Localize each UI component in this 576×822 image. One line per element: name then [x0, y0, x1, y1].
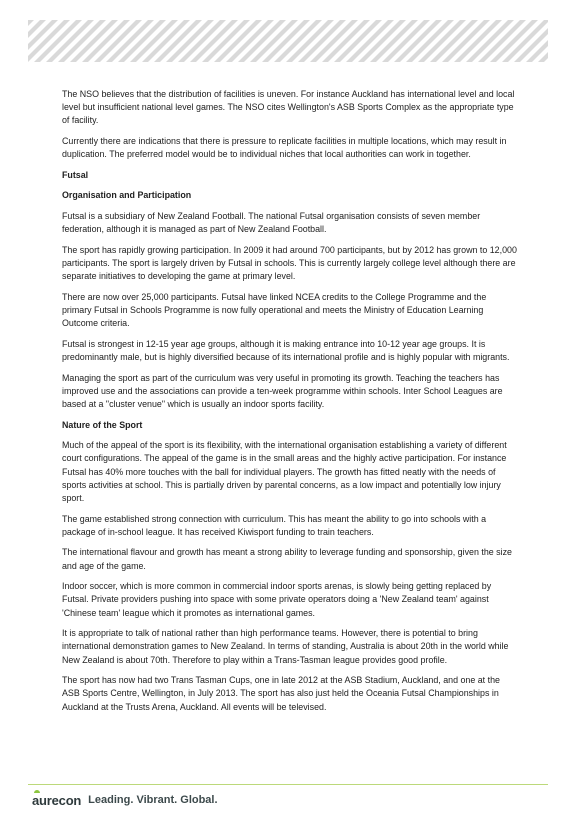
logo-accent-mark — [34, 790, 40, 793]
paragraph: There are now over 25,000 participants. Futsal have linked NCEA credits to the College Programme and the primary Futsal in Schools Programme is now fully operational and meets the Ministry of Education Learning Outcome criteria. — [62, 291, 487, 329]
footer-divider — [28, 784, 548, 785]
subheading-nature-of-sport: Nature of the Sport — [62, 419, 143, 430]
document-body — [62, 88, 517, 721]
paragraph: Currently there are indications that there is pressure to replicate facilities in multiple locations, which may result in duplication. The preferred model would be to individual niches that local authorities can work in together. — [62, 136, 507, 160]
paragraph: The NSO believes that the distribution of facilities is uneven. For instance Auckland has international level and local level but insufficient national level games. The NSO cites Wellington's ASB Sports Complex as the appropriate type of facility. — [62, 89, 515, 126]
paragraph: Indoor soccer, which is more common in commercial indoor sports arenas, is slowly being getting replaced by Futsal. Private providers pushing into space with some private operators doing a 'New Zealand team' against 'Chinese team' league which it promotes as international games. — [62, 581, 492, 618]
header-stripe-band — [28, 20, 548, 62]
paragraph: The sport has now had two Trans Tasman Cups, one in late 2012 at the ASB Stadium, Auckland, and one at the ASB Sports Centre, Wellington, in July 2013. The sport has also just held the Oceania Futsal Championships in Auckland at the Trusts Arena, Auckland. All events will be televised. — [62, 675, 500, 712]
logo-text: aurecon — [32, 792, 82, 808]
paragraph: The game established strong connection with curriculum. This has meant the ability to go into schools with a package of in-school league. It has received Kiwisport funding to train teachers. — [62, 513, 487, 537]
paragraph: Much of the appeal of the sport is its flexibility, with the international organisation establishing a variety of different court configurations. The appeal of the game is in the small areas and the highly active participation. For instance Futsal has 40% more touches with the ball for individual players. The growth has fitted neatly with the needs of sports activities at school. This is partially driven by parental concerns, as a low impact and potentially low injury sport. — [62, 440, 507, 503]
footer-tagline: Leading. Vibrant. Global. — [88, 794, 218, 806]
diagonal-stripes-decoration — [28, 20, 548, 62]
footer — [32, 790, 218, 810]
paragraph: The international flavour and growth has meant a strong ability to leverage funding and sponsorship, given the size and age of the game. — [62, 547, 512, 571]
section-heading-futsal: Futsal — [62, 169, 89, 180]
paragraph: Managing the sport as part of the curriculum was very useful in promoting its growth. Teaching the teachers has improved use and the associations can provide a ten-week programme within schools. Inter School Leagues are based at a "cluster venue" which is usually an indoor sports facility. — [62, 372, 503, 409]
subheading-organisation: Organisation and Participation — [62, 190, 192, 201]
paragraph: Futsal is a subsidiary of New Zealand Football. The national Futsal organisation consists of seven member federation, although it is managed as part of New Zealand Football. — [62, 210, 481, 235]
paragraph: The sport has rapidly growing participation. In 2009 it had around 700 participants, but by 2012 has grown to 12,000 participants. The sport is largely driven by Futsal in schools. This is currently largely college level although there are separate initiatives to developing the game at primary level. — [62, 244, 517, 282]
paragraph: Futsal is strongest in 12-15 year age groups, although it is making entrance into 10-12 year age groups. It is predominantly male, but is highly diversified because of its international profile and is highly popular with migrants. — [62, 338, 510, 362]
aurecon-logo — [32, 793, 81, 808]
paragraph: It is appropriate to talk of national rather than high performance teams. However, there is potential to bring international demonstration games to New Zealand. In terms of standing, Australia is about 20th in the world while New Zealand is about 70th. Therefore to play within a Trans-Tasman league provides good profile. — [62, 628, 509, 665]
